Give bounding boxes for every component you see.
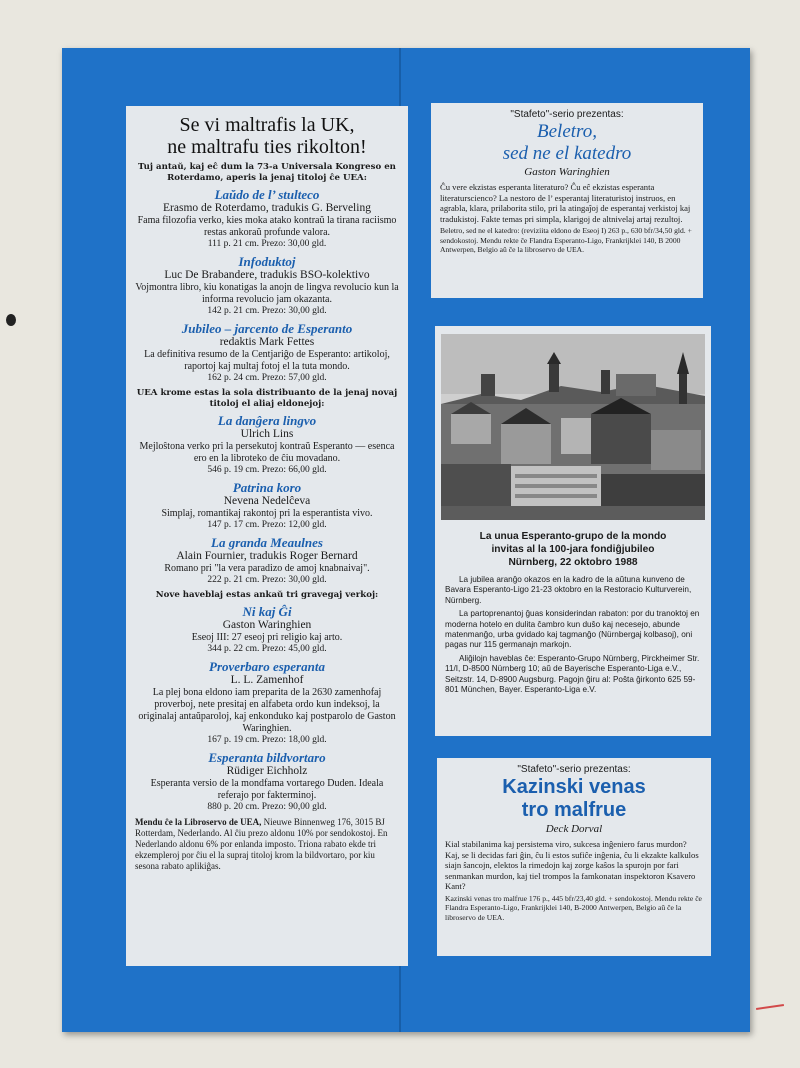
kazinski-author: Deck Dorval — [545, 823, 603, 835]
book-description: La plej bona eldono iam preparita de la 2630 zamenhofaj proverboj, nete presitaj en alfabeta ordo kun indeksoj, la originalaj antaŭparoloj, kaj enkonduko kaj postparolo de Gaston Waringhien. — [138, 687, 396, 734]
kazinski-order-info: Kazinski venas tro malfrue 176 p., 445 bfr/23,40 gld. + sendokostoj. Mendu rekte ĉe Flandra Esperanto-Ligo, Frankrijklei 140, B-2000 Antwerpen, Belgio aŭ ĉe la libroservo de UEA. — [445, 893, 702, 922]
book-author: L. L. Zamenhof — [230, 674, 304, 686]
jubilee-heading — [441, 530, 705, 569]
jubilee-paragraph: La partoprenantoj ĝuas konsiderindan rabaton: por du tranoktoj en moderna hotelo en dulita ĉambro kun duŝo kaj necesejo, abunde matenmanĝo, urba gvidado kaj tagmanĝo (Nürnbergaj kolbasoj), oni pagas nur 115 germanajn markojn. — [445, 609, 700, 650]
book-author: Alain Fournier, tradukis Roger Bernard — [176, 550, 358, 562]
book-entry — [135, 321, 399, 384]
book-entry — [135, 535, 399, 586]
jubilee-heading-line-2: invitas al la 100-jara fondiĝjubileo — [491, 544, 655, 555]
book-entry — [135, 254, 399, 317]
kazinski-ad — [437, 758, 711, 956]
nurnberg-jubilee-ad — [435, 326, 711, 736]
book-title: La granda Meaulnes — [211, 535, 323, 550]
book-description: Mejloŝtona verko pri la persekutoj kontraŭ Esperanto — esenca ero en la libroteko de ĉiu movadano. — [139, 441, 395, 464]
nurnberg-city-photo — [441, 334, 705, 520]
book-author: Gaston Waringhien — [222, 619, 312, 631]
book-description: La definitiva resumo de la Centjariĝo de Esperanto: artikoloj, raportoj kaj multaj fotoj el la tuta mondo. — [144, 349, 390, 372]
book-description: Eseoj III: 27 eseoj pri religio kaj arto. — [191, 632, 343, 643]
ink-spot — [6, 314, 16, 326]
book-author: Ulrich Lins — [240, 428, 294, 440]
kazinski-title — [445, 776, 703, 822]
book-author: redaktis Mark Fettes — [219, 336, 315, 348]
book-description: Fama filozofia verko, kies moka atako kontraŭ la tirana raciismo restas ankoraŭ profunde valora. — [137, 215, 397, 238]
order-info-rest: Nieuwe Binnenweg 176, 3015 BJ Rotterdam, Nederlando. Al ĉiu prezo aldonu 10% por sendokostoj. En Nederlando aldonu 6% por enlanda imposto. Triona rabato ekde tri ekzempleroj por ĉiu el la supraj titoloj krom la bildvortaro, por kiu sesona rabato aplikiĝas. — [135, 817, 388, 871]
book-price: 147 p. 17 cm. Prezo: 12,00 gld. — [207, 520, 327, 530]
book-price: 344 p. 22 cm. Prezo: 45,00 gld. — [207, 644, 327, 654]
jubilee-details — [441, 575, 705, 695]
beletro-title-line-1: Beletro, — [537, 121, 597, 142]
kazinski-title-line-1: Kazinski venas — [502, 776, 646, 798]
book-description: Simplaj, romantikaj rakontoj pri la esperantista vivo. — [161, 508, 373, 519]
book-title: Patrina koro — [232, 480, 302, 495]
book-description: Vojmontra libro, kiu konatigas la anojn de lingva revolucio kun la informa revolucio jam okazanta. — [135, 282, 399, 305]
book-entry — [135, 187, 399, 250]
book-entry — [135, 604, 399, 655]
book-price: 111 p. 21 cm. Prezo: 30,00 gld. — [207, 239, 327, 249]
book-price: 222 p. 21 cm. Prezo: 30,00 gld. — [207, 575, 327, 585]
book-author: Luc De Brabandere, tradukis BSO-kolektivo — [164, 269, 370, 281]
book-author: Nevena Nedelĉeva — [223, 495, 311, 507]
book-title: La danĝera lingvo — [217, 413, 317, 428]
book-list-new — [135, 604, 399, 813]
book-description: Esperanta versio de la mondfama vortarego Duden. Ideala referajo por fakterminoj. — [150, 778, 384, 801]
book-list-distributed — [135, 413, 399, 586]
book-entry — [135, 659, 399, 746]
series-label: "Stafeto"-serio prezentas: — [510, 109, 624, 120]
book-title: Esperanta bildvortaro — [208, 750, 326, 765]
book-price: 142 p. 21 cm. Prezo: 30,00 gld. — [207, 306, 327, 316]
book-price: 546 p. 19 cm. Prezo: 66,00 gld. — [207, 465, 327, 475]
beletro-ad — [431, 103, 703, 298]
book-title: Infoduktoj — [238, 254, 296, 269]
book-entry — [135, 480, 399, 531]
kazinski-description: Kial stabilanima kaj persistema viro, sukcesa inĝeniero farus murdon? Kaj, se li decidas fari ĝin, ĉu li estos sufiĉe inĝenia, ĉu li ekzakte kalkulos siajn ŝancojn, elektos la rimedojn kaj zorge kaŝos la spurojn por fari senmankan murdon, kaj tiel trompos la famkonatan inspektoron Ksavero Kant? — [445, 839, 699, 891]
book-price: 162 p. 24 cm. Prezo: 57,00 gld. — [207, 373, 327, 383]
order-info — [135, 817, 399, 872]
order-info-bold: Mendu ĉe la Libroservo de UEA, — [135, 817, 262, 827]
intro-text: Tuj antaŭ, kaj eĉ dum la 73-a Universala Kongreso en Roterdamo, aperis la jenaj titoloj ĉe UEA: — [138, 162, 396, 183]
headline-line-1: Se vi maltrafis la UK, — [179, 114, 355, 136]
book-author: Rüdiger Eichholz — [226, 765, 308, 777]
jubilee-paragraph: Aliĝilojn haveblas ĉe: Esperanto-Grupo Nürnberg, Pirckheimer Str. 11/I, D-8500 Nürnberg 10; aŭ de Bayerische Esperanto-Liga e.V., Seitzstr. 14, D-8900 Augsburg. Pagojn ĝiru al: Poŝta ĝirkonto 625 59-801 München, Bayer. Esperanto-Liga e.V. — [445, 653, 700, 695]
book-title: Laŭdo de l’ stulteco — [214, 187, 320, 202]
beletro-title-line-2: sed ne el katedro — [502, 143, 632, 164]
book-title: Ni kaj Ĝi — [242, 604, 292, 619]
distributor-note: UEA krome estas la sola distribuanto de la jenaj novaj titoloj el aliaj eldonejoj: — [136, 388, 398, 409]
beletro-title — [440, 121, 694, 165]
book-author: Erasmo de Roterdamo, tradukis G. Berveling — [163, 202, 371, 214]
book-entry — [135, 750, 399, 813]
kazinski-title-line-2: tro malfrue — [521, 799, 627, 821]
book-title: Proverbaro esperanta — [209, 659, 325, 674]
jubilee-paragraph: La jubilea aranĝo okazos en la kadro de la aŭtuna kunveno de Bavara Esperanto-Ligo 21-23 oktobro en la Restoracio Kulturverein, Nürnberg. — [445, 575, 692, 605]
jubilee-heading-line-1: La unua Esperanto-grupo de la mondo — [479, 531, 667, 542]
jubilee-heading-line-3: Nürnberg, 22 oktobro 1988 — [508, 557, 638, 568]
red-mark — [756, 1004, 784, 1010]
beletro-author: Gaston Waringhien — [524, 166, 610, 178]
book-price: 167 p. 19 cm. Prezo: 18,00 gld. — [207, 735, 327, 745]
book-description: Romano pri "la vera paradizo de amoj knabnaivaj". — [164, 563, 370, 574]
series-label: "Stafeto"-serio prezentas: — [517, 764, 631, 775]
book-entry — [135, 413, 399, 476]
book-title: Jubileo – jarcento de Esperanto — [181, 321, 353, 336]
beletro-order-info: Beletro, sed ne el katedro: (reviziita eldono de Eseoj I) 263 p., 630 bfr/34,50 gld. + sendokostoj. Mendu rekte ĉe Flandra Esperanto-Ligo, Frankrijklei 140, B 2000 Antwerpen, Belgio aŭ ĉe la libroservo de UEA. — [440, 226, 692, 254]
headline — [135, 114, 399, 158]
beletro-description: Ĉu vere ekzistas esperanta literaturo? Ĉu eĉ ekzistas esperanta literaturscienco? La nestoro de l’ esperantaj literaturistoj instruos, en agrabla, klara, prilaborita stilo, pri la atingaĵoj de esperantaj verkistoj kaj tradukistoj. Fakte temas pri simpla, klarigoj de altnivelaj artaj rezultoj. — [440, 182, 691, 224]
uea-books-panel — [126, 106, 408, 966]
new-works-note: Nove haveblaj estas ankaŭ tri gravegaj verkoj: — [155, 590, 379, 600]
book-price: 880 p. 20 cm. Prezo: 90,00 gld. — [207, 802, 327, 812]
book-list-uea — [135, 187, 399, 384]
headline-line-2: ne maltrafu ties rikolton! — [167, 136, 367, 158]
